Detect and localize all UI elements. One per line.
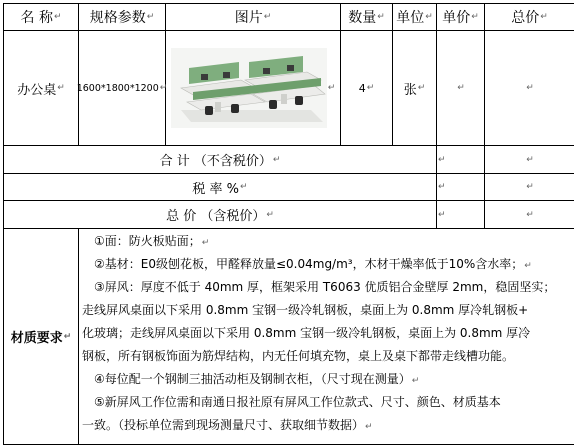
material-line: 钢板，所有钢板饰面为筋焊结构，内无任何填充物，桌上及桌下都带走线槽功能。 [82, 349, 515, 363]
material-line: 化玻璃；走线屏风桌面以下采用 0.8mm 宝钢一级冷轧钢板，桌面上为 0.8mm 厚冷 [82, 326, 531, 340]
tax-rate-unit-price: ↵ [438, 182, 446, 192]
item-name: 办公桌 ↵ [17, 82, 65, 98]
item-unit: 张 ↵ [403, 82, 426, 98]
material-line: ②基材：E0级刨花板，甲醛释放量≤0.04mg/m³，木材干燥率低于10%含水率；↵ [94, 257, 532, 271]
header-quantity: 数量 ↵ [348, 10, 385, 26]
subtotal-value: ↵ [526, 154, 534, 165]
office-desk-image [171, 48, 327, 128]
header-name: 名 称 ↵ [20, 10, 62, 26]
material-line: ①面：防火板贴面；↵ [94, 234, 210, 248]
item-spec: 1600*1800*1200 ↵ [76, 82, 168, 94]
material-line: ③屏风：厚度不低于 40mm 厚，框架采用 T6063 优质铝合金壁厚 2mm，稳固坚实； [94, 280, 556, 294]
total-label: 总 价 （含税价） ↵ [166, 209, 274, 224]
material-line: ⑤新屏风工作位需和南通日报社原有屏风工作位款式、尺寸、颜色、材质基本 [94, 395, 501, 409]
header-unit-price: 单价 ↵ [442, 10, 479, 26]
material-requirements-label: 材质要求 ↵ [10, 331, 72, 346]
material-line: ④每位配一个钢制三抽活动柜及钢制衣柜，（尺寸现在测量）↵ [94, 372, 420, 386]
header-unit: 单位 ↵ [396, 10, 433, 26]
total-value: ↵ [526, 209, 534, 220]
material-line: 走线屏风桌面以下采用 0.8mm 宝钢一级冷轧钢板，桌面上为 0.8mm 厚冷轧钢板+ [82, 303, 529, 317]
total-unit-price: ↵ [438, 209, 446, 220]
item-quantity: 4 ↵ [358, 81, 375, 95]
tax-rate-value: ↵ [526, 182, 534, 192]
item-total-price: ↵ [526, 83, 534, 93]
material-line: 一致。（投标单位需到现场测量尺寸、获取细节数据）↵ [82, 418, 373, 432]
tax-rate-label: 税 率 % ↵ [192, 181, 248, 197]
header-total-price: 总价 ↵ [511, 10, 548, 26]
subtotal-unit-price: ↵ [438, 154, 446, 165]
header-spec: 规格参数 ↵ [89, 10, 155, 26]
header-image: 图片 ↵ [234, 10, 272, 26]
item-image-cell: ↵ [166, 31, 340, 145]
subtotal-label: 合 计 （不含税价） ↵ [159, 154, 281, 169]
item-unit-price: ↵ [457, 83, 465, 93]
